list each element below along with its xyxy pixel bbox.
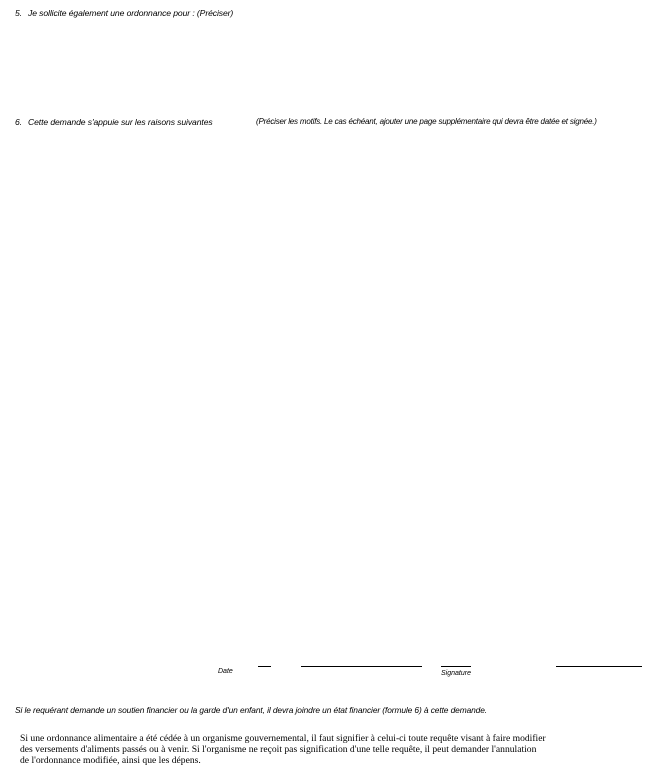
financial-statement-note: Si le requérant demande un soutien financier ou la garde d'un enfant, il devra joindre un état financier (formule 6) à cette demande. [15,705,488,715]
footer-note-line-2: des versements d'aliments passés ou à venir. Si l'organisme ne reçoit pas signification d'une telle requête, il peut demander l'annulation [20,744,537,755]
footer-note-line-3: de l'ordonnance modifiée, ainsi que les dépens. [20,755,201,766]
section-6-note: (Préciser les motifs. Le cas échéant, ajouter une page supplémentaire qui devra être datée et signée.) [256,117,597,126]
date-line-tick [258,666,271,667]
section-6-text: Cette demande s'appuie sur les raisons suivantes [28,117,213,127]
signature-line[interactable] [556,666,642,667]
section-6-heading [15,117,213,127]
signature-label: Signature [441,670,471,677]
section-5-text: Je sollicite également une ordonnance pour : (Préciser) [28,8,234,18]
section-6-number: 6. [15,117,22,127]
date-line[interactable] [301,666,422,667]
section-5-number: 5. [15,8,22,18]
date-label: Date [218,668,233,675]
footer-note [20,733,546,766]
footer-note-line-1: Si une ordonnance alimentaire a été cédée à un organisme gouvernemental, il faut signifier à celui-ci toute requête visant à faire modifier [20,733,546,744]
signature-line-tick [441,666,471,667]
section-5-heading [15,8,233,18]
